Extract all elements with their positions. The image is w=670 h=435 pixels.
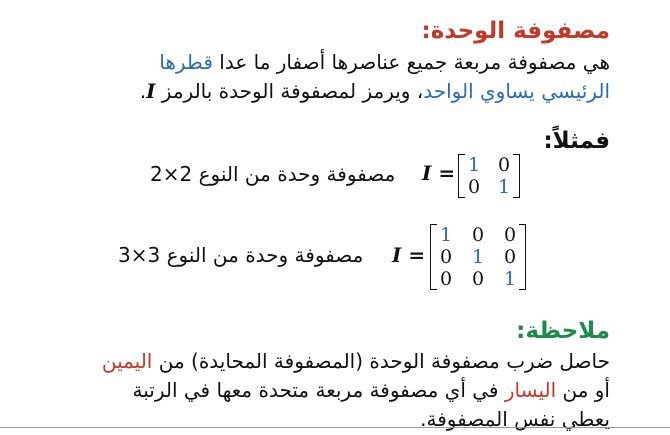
matrix-right-bracket: [519, 224, 526, 290]
matrix-cell: 1: [497, 176, 511, 198]
matrix-cell: 0: [439, 246, 453, 268]
page-divider: [0, 427, 670, 428]
matrix-cell: 1: [467, 154, 481, 176]
matrix-cell: 0: [471, 224, 485, 246]
matrix-cell: 0: [503, 246, 517, 268]
example-2x2-label: مصفوفة وحدة من النوع 2×2: [150, 162, 396, 186]
matrix-cell: 1: [503, 268, 517, 290]
note-line-1: حاصل ضرب مصفوفة الوحدة (المصفوفة المحايدة) من اليمين: [101, 349, 610, 373]
definition-line-1: هي مصفوفة مربعة جميع عناصرها أصفار ما عدا قطرها: [159, 50, 610, 74]
matrix-cell: 1: [471, 246, 485, 268]
identity-symbol: I: [146, 79, 156, 103]
matrix-cell: 0: [471, 268, 485, 290]
matrix-cell: 0: [503, 224, 517, 246]
example-3x3-label: مصفوفة وحدة من النوع 3×3: [118, 243, 364, 267]
example-2x2-symbol: I =: [422, 161, 456, 185]
definition-paragraph: [50, 48, 610, 106]
matrix-right-bracket: [513, 154, 520, 198]
matrix-cell: 1: [439, 224, 453, 246]
definition-line-2: الرئيسي يساوي الواحد، ويرمز لمصفوفة الوحدة بالرمز I.: [139, 79, 610, 103]
matrix-cell: 0: [439, 268, 453, 290]
note-line-3: يعطي نفس المصفوفة.: [420, 407, 610, 431]
note-line-2: أو من اليسار في أي مصفوفة مربعة متحدة معها في الرتبة: [132, 378, 610, 402]
matrix-2x2: [458, 154, 520, 198]
matrix-3x3: [430, 224, 526, 290]
note-heading: ملاحظة:: [516, 318, 610, 344]
identity-matrix-heading: مصفوفة الوحدة:: [421, 18, 610, 44]
example-3x3-symbol: I =: [392, 243, 426, 267]
example-heading: فمثلاً:: [543, 128, 610, 154]
note-paragraph: [50, 347, 610, 434]
matrix-cell: 0: [497, 154, 511, 176]
matrix-cell: 0: [467, 176, 481, 198]
